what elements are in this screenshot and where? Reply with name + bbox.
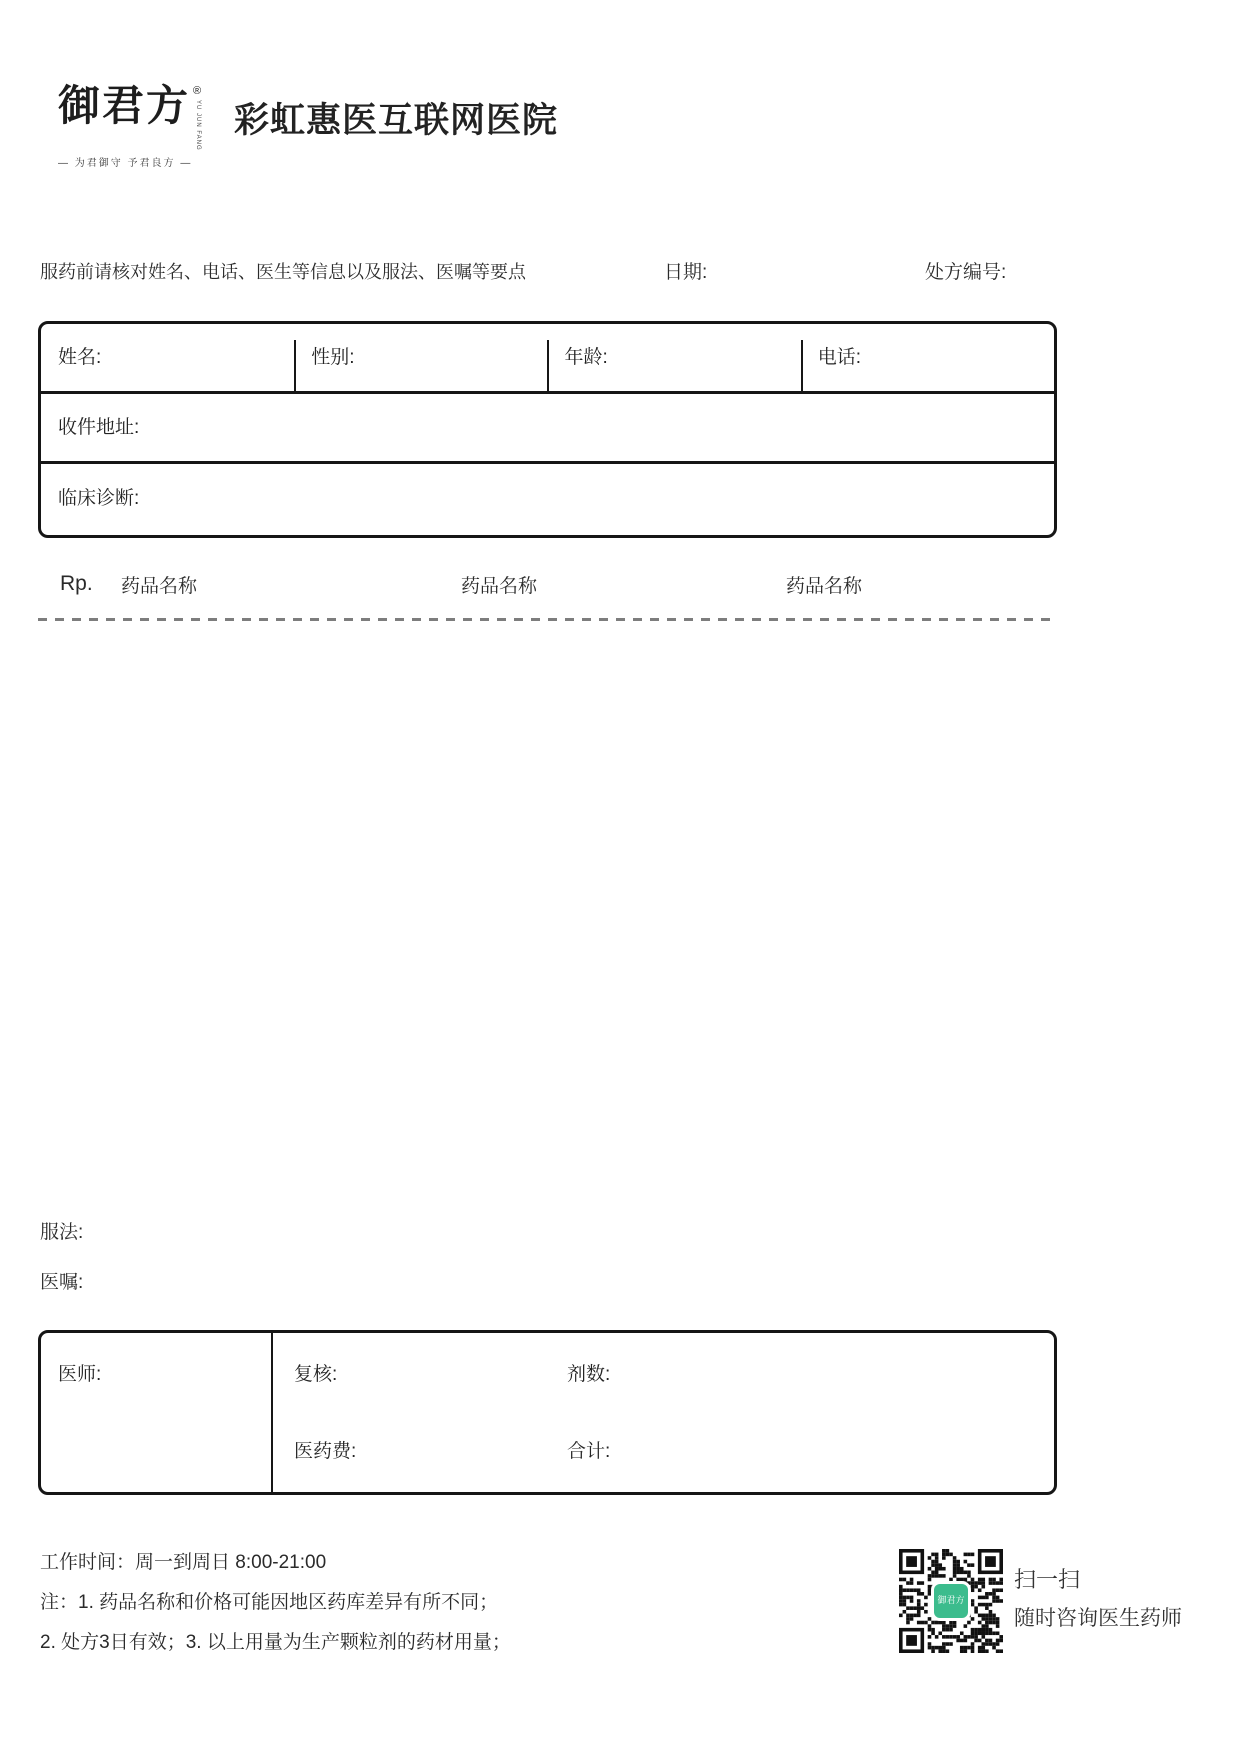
medical-advice-label: 医嘱: [40,1272,84,1293]
signature-fee-box [38,1330,1057,1495]
rp-label: Rp. [60,572,93,595]
registered-trademark-icon: ® [193,85,202,97]
brand-name: 御君方 [58,84,191,130]
brand-logo [58,84,201,170]
phone-field [801,324,1054,391]
doctor-label: 医师: [58,1364,102,1385]
drug-name-column-header: 药品名称 [786,576,863,597]
drug-name-column-header: 药品名称 [461,576,538,597]
date-label: 日期: [664,262,708,283]
scan-label: 扫一扫 [1014,1567,1081,1592]
column-divider [294,340,296,394]
gender-label: 性别: [311,346,355,368]
dose-count-label: 剂数: [567,1364,611,1385]
drug-list-divider [38,618,1057,621]
column-divider [801,340,803,394]
hospital-name: 彩虹惠医互联网医院 [234,101,559,140]
name-field [41,324,294,391]
qr-code [899,1549,1003,1653]
qr-logo-text: 御君方 [937,1595,965,1606]
patient-row-basic [41,324,1054,394]
brand-tagline: — 为君御守 予君良方 — [58,157,193,169]
medicine-fee-label: 医药费: [294,1441,357,1462]
column-divider [271,1333,273,1492]
age-field [548,324,801,391]
address-field [41,394,1054,464]
reviewer-label: 复核: [294,1364,338,1385]
diagnosis-label: 临床诊断: [58,488,140,510]
gender-field [294,324,547,391]
qr-center-logo [934,1584,968,1618]
name-label: 姓名: [58,346,102,368]
age-label: 年龄: [564,346,608,368]
footnote-line-2: 2. 处方3日有效；3. 以上用量为生产颗粒剂的药材用量； [40,1632,511,1653]
verification-notice: 服药前请核对姓名、电话、医生等信息以及服法、医嘱等要点 [40,262,526,282]
patient-info-box [38,321,1057,538]
prescription-number-label: 处方编号: [925,262,1007,283]
working-hours: 工作时间：周一到周日 8:00-21:00 [40,1552,327,1573]
drug-name-column-header: 药品名称 [121,576,198,597]
brand-name-pinyin: YU JUN FANG [194,100,201,151]
column-divider [547,340,549,394]
diagnosis-field [41,464,1054,534]
usage-label: 服法: [40,1222,84,1243]
scan-hint: 随时咨询医生药师 [1014,1607,1182,1630]
phone-label: 电话: [817,346,862,368]
footnote-line-1: 注：1. 药品名称和价格可能因地区药库差异有所不同； [40,1592,499,1613]
total-label: 合计: [567,1441,611,1462]
address-label: 收件地址: [58,416,140,438]
